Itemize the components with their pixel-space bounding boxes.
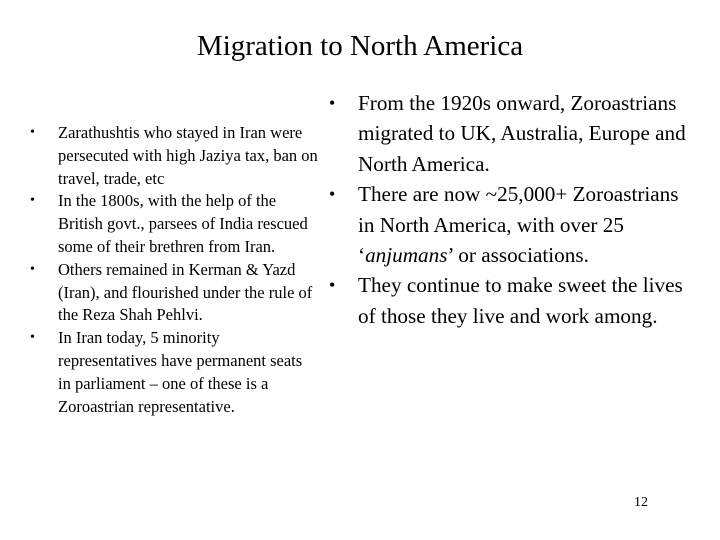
right-bullet-item [326,179,698,270]
right-bullet-item [326,270,698,331]
left-bullet-list [28,122,318,418]
left-bullet-item [28,327,318,418]
bullet-text-part: ’ or associations. [447,243,589,268]
left-bullet-item [28,122,318,190]
bullet-icon: • [30,125,35,140]
bullet-text: In the 1800s, with the help of the British govt., parsees of India rescued some of their brethren from Iran. [58,191,308,256]
left-bullet-item [28,190,318,258]
bullet-icon: • [329,184,336,205]
bullet-text: Others remained in Kerman & Yazd (Iran), and flourished under the rule of the Reza Shah Pehlvi. [58,259,313,325]
right-bullet-list [326,88,698,331]
bullet-icon: • [30,193,35,209]
slide-title: Migration to North America [196,30,524,62]
bullet-icon: • [329,93,336,113]
bullet-text: Zarathushtis who stayed in Iran were persecuted with high Jaziya tax, ban on travel, trade, etc [58,123,318,188]
bullet-icon: • [30,261,35,277]
bullet-text: In Iran today, 5 minority representatives have permanent seats in parliament – one of these is a Zoroastrian representative. [58,328,303,416]
bullet-icon: • [30,330,35,346]
bullet-text: They continue to make sweet the lives of those they live and work among. [358,273,683,328]
page-number: 12 [634,495,648,510]
bullet-icon: • [329,275,336,296]
bullet-text: From the 1920s onward, Zoroastrians migrated to UK, Australia, Europe and North America. [358,91,686,176]
anjumans-term: anjumans [365,243,448,268]
left-bullet-item [28,259,318,327]
bullet-text-part: There are now ~25,000+ Zoroastrians in North America, with over 25 ‘ [358,182,679,268]
right-bullet-item [326,88,698,179]
bullet-text [358,182,679,267]
